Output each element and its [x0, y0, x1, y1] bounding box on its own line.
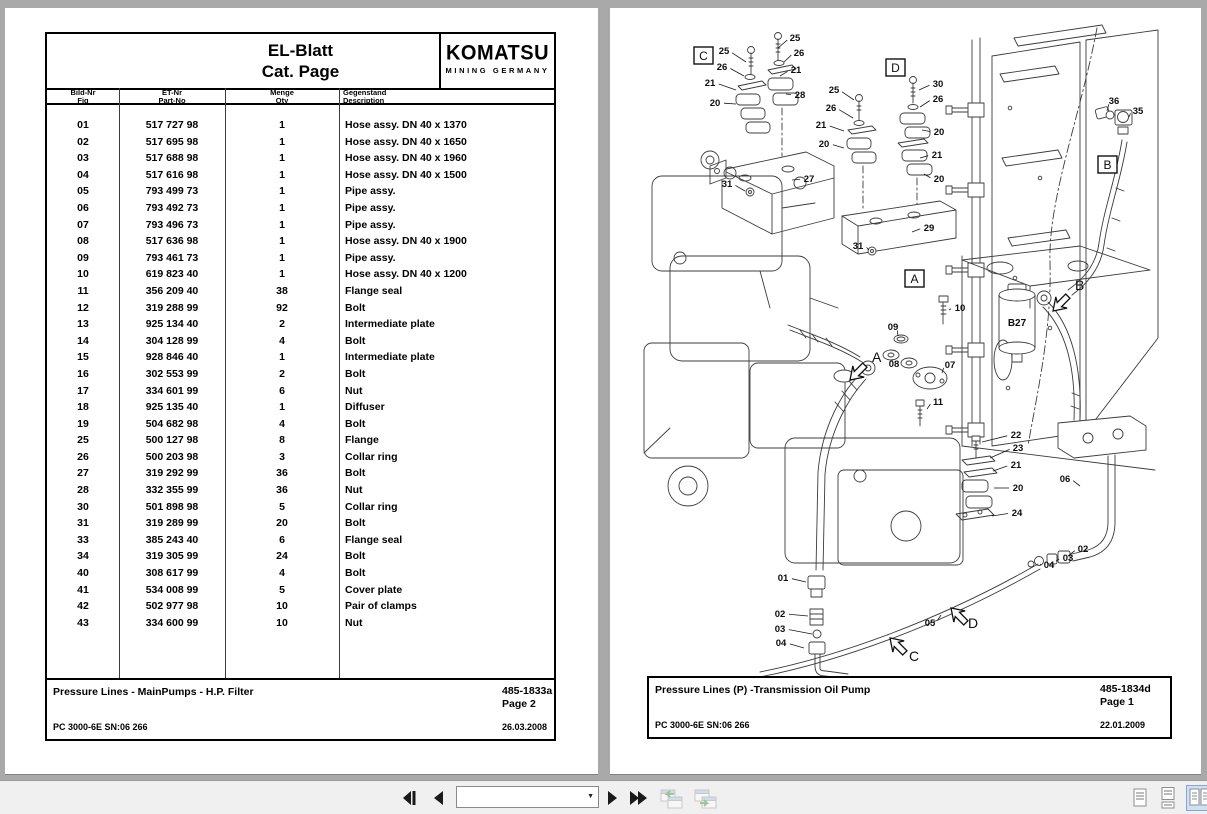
catalog-page-left: [5, 8, 598, 775]
callout-leader-line: [790, 644, 804, 648]
table-row: [47, 250, 554, 267]
cell-description: Nut: [345, 383, 552, 400]
callout-leader-line: [927, 404, 930, 409]
cell-qty: 20: [225, 515, 339, 532]
callout-leader-line: [833, 145, 844, 148]
callout-leader-line: [730, 69, 744, 76]
table-row: [47, 183, 554, 200]
callout-number: 22: [1011, 430, 1022, 441]
cell-fig: 33: [47, 532, 119, 549]
page-number-input[interactable]: [459, 788, 581, 806]
diagram-page-right: [610, 8, 1201, 775]
catalog-table-frame: [45, 32, 556, 741]
table-row: [47, 200, 554, 217]
parts-table-rows: [47, 103, 554, 631]
callout-number: 21: [932, 150, 943, 161]
sheet-date: 22.01.2009: [1100, 720, 1145, 730]
right-page-footer: [647, 676, 1172, 739]
sheet-number: 485-1833a Page 2: [502, 685, 552, 711]
callout-number: 28: [795, 90, 806, 101]
cell-description: Collar ring: [345, 499, 552, 516]
callout-leader-line: [839, 110, 853, 118]
table-row: [47, 465, 554, 482]
cell-qty: 1: [225, 349, 339, 366]
cell-qty: 2: [225, 366, 339, 383]
cell-description: Cover plate: [345, 582, 552, 599]
cell-fig: 25: [47, 432, 119, 449]
callout-number: 25: [719, 46, 730, 57]
cell-partno: 619 823 40: [119, 266, 225, 283]
cell-description: Bolt: [345, 333, 552, 350]
cell-description: Pipe assy.: [345, 200, 552, 217]
previous-view-icon: [659, 787, 685, 809]
callout-number: 21: [1011, 460, 1022, 471]
table-row: [47, 366, 554, 383]
cell-fig: 18: [47, 399, 119, 416]
cell-description: Flange: [345, 432, 552, 449]
table-row: [47, 416, 554, 433]
cell-fig: 06: [47, 200, 119, 217]
cell-partno: 385 243 40: [119, 532, 225, 549]
callout-number: 26: [717, 62, 728, 73]
continuous-layout-icon: [1160, 787, 1176, 809]
first-page-icon: [401, 790, 419, 806]
cell-partno: 302 553 99: [119, 366, 225, 383]
cell-partno: 319 305 99: [119, 548, 225, 565]
callout-number: 09: [888, 322, 899, 333]
cell-description: Diffuser: [345, 399, 552, 416]
facing-pages-layout-icon: [1189, 788, 1207, 808]
cell-qty: 36: [225, 482, 339, 499]
table-row: [47, 117, 554, 134]
cell-description: Flange seal: [345, 532, 552, 549]
table-row: [47, 349, 554, 366]
table-row: [47, 233, 554, 250]
cell-partno: 504 682 98: [119, 416, 225, 433]
cell-description: Nut: [345, 482, 552, 499]
callout-number: 01: [778, 573, 789, 584]
table-row: [47, 615, 554, 632]
cell-description: Intermediate plate: [345, 349, 552, 366]
callout-leader-line: [789, 614, 808, 616]
reference-arrow: [1047, 290, 1073, 316]
cell-fig: 15: [47, 349, 119, 366]
callout-leader-line: [1040, 564, 1041, 565]
column-header-description: Gegenstand Description: [343, 89, 554, 104]
page-number-combobox[interactable]: [456, 786, 599, 808]
viewer-toolbar: [0, 780, 1207, 814]
cell-description: Bolt: [345, 515, 552, 532]
cell-partno: 319 289 99: [119, 515, 225, 532]
callout-number: 21: [791, 65, 802, 76]
section-label: D: [891, 61, 900, 75]
callout-leader-line: [919, 85, 929, 90]
cell-qty: 24: [225, 548, 339, 565]
cell-qty: 36: [225, 465, 339, 482]
cell-qty: 5: [225, 499, 339, 516]
callout-leader-line: [830, 126, 844, 131]
sheet-title: Pressure Lines (P) -Transmission Oil Pump: [655, 684, 870, 696]
table-row: [47, 300, 554, 317]
cell-qty: 1: [225, 266, 339, 283]
cell-qty: 92: [225, 300, 339, 317]
callout-number: 07: [945, 360, 956, 371]
cell-partno: 308 617 99: [119, 565, 225, 582]
cell-partno: 517 688 98: [119, 150, 225, 167]
cell-description: Hose assy. DN 40 x 1900: [345, 233, 552, 250]
table-row: [47, 582, 554, 599]
cell-qty: 6: [225, 532, 339, 549]
diagram-line-art: [644, 25, 1158, 679]
callout-number: 30: [933, 79, 944, 90]
machine-model: PC 3000-6E SN:06 266: [655, 720, 750, 730]
callout-leader-line: [784, 55, 791, 62]
cell-fig: 31: [47, 515, 119, 532]
machine-model: PC 3000-6E SN:06 266: [53, 722, 148, 732]
callout-leader-line: [724, 103, 736, 104]
table-row: [47, 499, 554, 516]
cell-partno: 517 636 98: [119, 233, 225, 250]
cell-qty: 10: [225, 615, 339, 632]
cell-qty: 1: [225, 134, 339, 151]
cell-partno: 332 355 99: [119, 482, 225, 499]
single-page-layout-button[interactable]: [1131, 787, 1149, 809]
cell-fig: 07: [47, 217, 119, 234]
cell-qty: 4: [225, 416, 339, 433]
table-row: [47, 266, 554, 283]
callout-number: 03: [775, 624, 786, 635]
cell-qty: 1: [225, 183, 339, 200]
callout-number: 29: [924, 223, 935, 234]
cell-qty: 1: [225, 250, 339, 267]
callout-leader-line: [982, 436, 1007, 442]
callout-number: 21: [816, 120, 827, 131]
cell-description: Pair of clamps: [345, 598, 552, 615]
callout-number: 23: [1013, 443, 1024, 454]
callout-leader-line: [719, 84, 736, 90]
cell-partno: 334 600 99: [119, 615, 225, 632]
cell-fig: 30: [47, 499, 119, 516]
cell-partno: 517 616 98: [119, 167, 225, 184]
section-label: B: [1103, 158, 1111, 172]
exploded-parts-diagram: [610, 8, 1201, 774]
callout-number: 25: [790, 33, 801, 44]
cell-partno: 925 134 40: [119, 316, 225, 333]
reference-arrow-letter: C: [909, 648, 919, 664]
cell-fig: 14: [47, 333, 119, 350]
callout-number: 06: [1060, 474, 1071, 485]
last-page-button[interactable]: [628, 788, 650, 808]
callout-leader-line: [1073, 481, 1080, 486]
table-row: [47, 432, 554, 449]
reference-arrow-letter: B: [1075, 277, 1084, 293]
left-page-footer: [47, 678, 554, 739]
cell-qty: 1: [225, 399, 339, 416]
cell-qty: 8: [225, 432, 339, 449]
cell-qty: 4: [225, 333, 339, 350]
callout-number: 21: [705, 78, 716, 89]
table-row: [47, 316, 554, 333]
callout-number: 20: [819, 139, 830, 150]
cell-description: Bolt: [345, 465, 552, 482]
table-row: [47, 598, 554, 615]
cell-fig: 42: [47, 598, 119, 615]
table-row: [47, 217, 554, 234]
table-row: [47, 283, 554, 300]
next-page-icon: [603, 790, 621, 806]
callout-leader-line: [992, 513, 1008, 516]
column-header-fig: Bild-Nr Fig: [47, 89, 119, 104]
previous-page-button[interactable]: [428, 788, 450, 808]
section-label: A: [910, 272, 918, 286]
section-label: C: [699, 49, 708, 63]
cell-qty: 1: [225, 217, 339, 234]
cell-description: Hose assy. DN 40 x 1500: [345, 167, 552, 184]
table-row: [47, 532, 554, 549]
table-row: [47, 449, 554, 466]
callout-number: 24: [1012, 508, 1023, 519]
cell-description: Hose assy. DN 40 x 1370: [345, 117, 552, 134]
cell-description: Bolt: [345, 416, 552, 433]
cell-description: Pipe assy.: [345, 250, 552, 267]
cell-qty: 2: [225, 316, 339, 333]
cell-qty: 1: [225, 167, 339, 184]
table-row: [47, 515, 554, 532]
callout-number: 25: [829, 85, 840, 96]
last-page-icon: [628, 790, 650, 806]
cell-partno: 500 203 98: [119, 449, 225, 466]
callout-number: 05: [925, 618, 936, 629]
next-page-button[interactable]: [601, 788, 623, 808]
cell-partno: 501 898 98: [119, 499, 225, 516]
cell-description: Hose assy. DN 40 x 1960: [345, 150, 552, 167]
callout-leader-line: [732, 53, 746, 62]
cell-fig: 41: [47, 582, 119, 599]
callout-leader-line: [792, 579, 806, 582]
previous-page-icon: [430, 790, 448, 806]
callout-number: 26: [826, 103, 837, 114]
cell-partno: 793 461 73: [119, 250, 225, 267]
cell-partno: 925 135 40: [119, 399, 225, 416]
komatsu-logo: KOMATSU MINING GERMANY: [439, 34, 554, 88]
cell-partno: 517 695 98: [119, 134, 225, 151]
sheet-number: 485-1834d Page 1: [1100, 683, 1151, 709]
callout-number: 08: [889, 359, 900, 370]
callout-number: 36: [1109, 96, 1120, 107]
table-row: [47, 399, 554, 416]
cell-partno: 928 846 40: [119, 349, 225, 366]
cell-fig: 10: [47, 266, 119, 283]
cell-partno: 500 127 98: [119, 432, 225, 449]
cell-description: Hose assy. DN 40 x 1650: [345, 134, 552, 151]
cell-partno: 319 292 99: [119, 465, 225, 482]
cell-partno: 793 496 73: [119, 217, 225, 234]
cell-description: Intermediate plate: [345, 316, 552, 333]
first-page-button[interactable]: [399, 788, 421, 808]
single-page-layout-icon: [1132, 788, 1148, 808]
table-row: [47, 565, 554, 582]
callout-number: 31: [722, 179, 733, 190]
cell-fig: 01: [47, 117, 119, 134]
callout-number: 10: [955, 303, 966, 314]
callout-number: 03: [1063, 553, 1074, 564]
table-row: [47, 482, 554, 499]
callout-number: 20: [1013, 483, 1024, 494]
cell-qty: 4: [225, 565, 339, 582]
callout-number: 20: [710, 98, 721, 109]
table-row: [47, 383, 554, 400]
table-row: [47, 548, 554, 565]
callout-leader-line: [920, 101, 930, 107]
callout-number: 02: [775, 609, 786, 620]
cell-fig: 02: [47, 134, 119, 151]
previous-view-button[interactable]: [658, 788, 686, 808]
page-title: EL-Blatt Cat. Page: [47, 40, 554, 82]
cell-qty: 3: [225, 449, 339, 466]
cell-qty: 6: [225, 383, 339, 400]
sheet-title: Pressure Lines - MainPumps - H.P. Filter: [53, 686, 254, 698]
cell-fig: 17: [47, 383, 119, 400]
column-header-qty: Menge Qty: [225, 89, 339, 104]
cell-description: Hose assy. DN 40 x 1200: [345, 266, 552, 283]
reference-arrow-letter: D: [968, 615, 978, 631]
cell-fig: 16: [47, 366, 119, 383]
cell-fig: 05: [47, 183, 119, 200]
cell-description: Flange seal: [345, 283, 552, 300]
cell-fig: 12: [47, 300, 119, 317]
cell-qty: 1: [225, 150, 339, 167]
cell-description: Pipe assy.: [345, 217, 552, 234]
callout-leader-line: [993, 466, 1007, 471]
callout-number: 20: [934, 174, 945, 185]
cell-description: Bolt: [345, 565, 552, 582]
cell-fig: 40: [47, 565, 119, 582]
callout-leader-line: [949, 309, 951, 310]
cell-description: Bolt: [345, 366, 552, 383]
cell-fig: 19: [47, 416, 119, 433]
cell-description: Bolt: [345, 300, 552, 317]
callout-number: 04: [776, 638, 787, 649]
callout-number: 35: [1133, 106, 1144, 117]
cell-fig: 03: [47, 150, 119, 167]
callout-number: 27: [804, 174, 815, 185]
cell-partno: 793 499 73: [119, 183, 225, 200]
cell-qty: 38: [225, 283, 339, 300]
callout-number: 04: [1044, 560, 1055, 571]
callout-number: 20: [934, 127, 945, 138]
cell-partno: 319 288 99: [119, 300, 225, 317]
cell-fig: 27: [47, 465, 119, 482]
next-view-icon: [693, 787, 719, 809]
cell-fig: 43: [47, 615, 119, 632]
chevron-down-icon: ▼: [587, 793, 594, 800]
table-row: [47, 333, 554, 350]
table-row: [47, 150, 554, 167]
cell-description: Pipe assy.: [345, 183, 552, 200]
callout-leader-line: [842, 92, 854, 100]
cell-partno: 304 128 99: [119, 333, 225, 350]
cell-description: Nut: [345, 615, 552, 632]
cell-qty: 1: [225, 117, 339, 134]
callout-number: 26: [794, 48, 805, 59]
sheet-date: 26.03.2008: [502, 722, 547, 732]
cell-qty: 1: [225, 200, 339, 217]
cell-qty: 5: [225, 582, 339, 599]
cell-description: Collar ring: [345, 449, 552, 466]
title-block: [47, 34, 554, 90]
continuous-layout-button[interactable]: [1159, 787, 1177, 809]
reference-arrow-letter: A: [872, 349, 882, 365]
cell-qty: 1: [225, 233, 339, 250]
callout-number: 02: [1078, 544, 1089, 555]
cell-fig: 08: [47, 233, 119, 250]
cell-fig: 28: [47, 482, 119, 499]
cell-fig: 11: [47, 283, 119, 300]
filter-part-reference: B27: [1008, 318, 1027, 329]
cell-description: Bolt: [345, 548, 552, 565]
cell-partno: 793 492 73: [119, 200, 225, 217]
cell-qty: 10: [225, 598, 339, 615]
cell-fig: 34: [47, 548, 119, 565]
cell-fig: 13: [47, 316, 119, 333]
column-header-partno: ET-Nr Part-No: [119, 89, 225, 104]
cell-partno: 334 601 99: [119, 383, 225, 400]
table-row: [47, 134, 554, 151]
next-view-button[interactable]: [692, 788, 720, 808]
callout-leader-line: [789, 630, 812, 634]
facing-pages-layout-button[interactable]: [1186, 785, 1207, 811]
cell-partno: 517 727 98: [119, 117, 225, 134]
cell-partno: 534 008 99: [119, 582, 225, 599]
callout-number: 31: [853, 241, 864, 252]
table-row: [47, 167, 554, 184]
cell-partno: 356 209 40: [119, 283, 225, 300]
cell-partno: 502 977 98: [119, 598, 225, 615]
cell-fig: 09: [47, 250, 119, 267]
cell-fig: 26: [47, 449, 119, 466]
cell-fig: 04: [47, 167, 119, 184]
callout-number: 26: [933, 94, 944, 105]
callout-number: 11: [933, 397, 944, 408]
